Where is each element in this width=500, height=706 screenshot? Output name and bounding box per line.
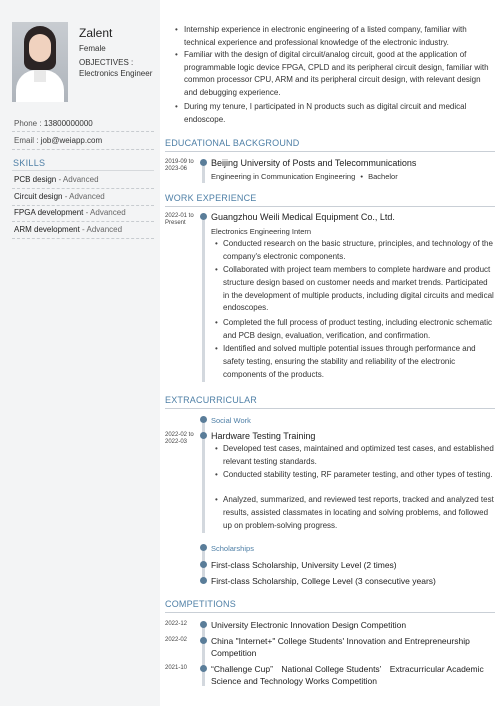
skill-level: - Advanced — [64, 192, 105, 201]
skill-name: PCB design — [14, 175, 57, 184]
timeline-dot — [200, 416, 207, 423]
competition-name: “Challenge Cup” National College Students’ Extracurricular Academic Science and Technology Works Competition — [211, 664, 484, 686]
divider — [12, 238, 154, 239]
competition-name: University Electronic Innovation Design Competition — [211, 620, 407, 630]
skill-level: - Advanced — [85, 208, 126, 217]
timeline-line — [202, 423, 205, 533]
timeline-line — [202, 220, 205, 382]
work-bullet: • Completed the full process of product testing, including electronic schematic and PCB design, evaluation, verification, and confirmation. — [223, 317, 495, 343]
gender: Female — [79, 44, 106, 53]
divider — [12, 205, 154, 206]
timeline-dot — [200, 544, 207, 551]
work-bullet: • Collaborated with project team members to complete hardware and product structure design based on customer needs and market trends. Participated in the development of multiple products, including digital circuits and medical endoscopes. — [223, 264, 495, 315]
activity-bullet: • Developed test cases, maintained and optimized test cases, and established relevant testing standards. — [223, 443, 495, 469]
competitions-title: COMPETITIONS — [165, 599, 236, 609]
skill-item — [14, 225, 122, 234]
profile-photo — [12, 22, 68, 102]
timeline-line — [202, 166, 205, 183]
skills-title: SKILLS — [13, 158, 46, 168]
section-divider — [165, 408, 495, 409]
job-role: Electronics Engineering Intern — [211, 227, 312, 236]
skill-level: - Advanced — [82, 225, 123, 234]
competition-date: 2022-02 — [165, 637, 188, 643]
main-content — [160, 0, 500, 706]
divider — [12, 170, 154, 171]
timeline-dot — [200, 577, 207, 584]
skill-name: ARM development — [14, 225, 80, 234]
timeline-dot — [200, 213, 207, 220]
phone-value: 13800000000 — [43, 119, 93, 128]
objectives-label: OBJECTIVES : — [79, 58, 134, 67]
timeline-dot — [200, 432, 207, 439]
summary-item: • Familiar with the design of digital circuit/analog circuit, good at the application of programmable logic device FPGA, CPLD and its peripheral circuit design, familiar with common processor CPU, ARM and its peripheral circuit design, with relevant design and debugging experience. — [184, 49, 494, 99]
work-bullet: • Identified and solved multiple potential issues through performance and safety testing, ensuring the stability and reliability of the electronic components of the products. — [223, 343, 495, 381]
timeline-dot — [200, 621, 207, 628]
sidebar — [0, 0, 160, 706]
education-date: 2019-09 to 2023-06 — [165, 159, 194, 172]
section-divider — [165, 612, 495, 613]
divider — [12, 149, 154, 150]
divider — [12, 131, 154, 132]
activity-bullet: • Analyzed, summarized, and reviewed test reports, tracked and analyzed test results, assisted classmates in locating and solving problems, and followed up on problem-solving progress. — [223, 494, 495, 532]
skill-name: FPGA development — [14, 208, 84, 217]
section-divider — [165, 206, 495, 207]
skill-name: Circuit design — [14, 192, 63, 201]
activity-date: 2022-02 to 2022-03 — [165, 432, 194, 445]
email-value: job@weiapp.com — [40, 136, 103, 145]
activity-title: Hardware Testing Training — [211, 431, 316, 441]
objectives-value: Electronics Engineer — [79, 69, 153, 78]
timeline-dot — [200, 159, 207, 166]
competition-name: China "Internet+" College Students' Innovation and Entrepreneurship Competition — [211, 636, 470, 658]
phone-row — [14, 119, 93, 128]
timeline-dot — [200, 637, 207, 644]
summary-item: • Internship experience in electronic engineering of a listed company, familiar with technical experience and professional knowledge of the electronic industry. — [184, 24, 494, 49]
activity-bullet: • Conducted stability testing, RF parameter testing, and other types of testing. — [223, 469, 495, 482]
competition-date: 2021-10 — [165, 665, 188, 671]
email-row — [14, 136, 102, 145]
scholarships-label: Scholarships — [211, 544, 254, 553]
divider — [12, 221, 154, 222]
work-title: WORK EXPERIENCE — [165, 193, 257, 203]
candidate-name: Zalent — [79, 26, 113, 40]
skill-level: - Advanced — [58, 175, 99, 184]
skill-item — [14, 192, 105, 201]
section-divider — [165, 151, 495, 152]
work-date: 2022-01 to Present — [165, 213, 194, 226]
work-bullet: • Conducted research on the basic structure, principles, and technology of the company's electronic components. — [223, 238, 495, 264]
social-work-label: Social Work — [211, 416, 251, 425]
school-name: Beijing University of Posts and Telecommunications — [211, 158, 417, 168]
scholarship-item: First-class Scholarship, University Level (2 times) — [211, 560, 397, 570]
phone-label: Phone : — [14, 119, 42, 128]
extracurricular-title: EXTRACURRICULAR — [165, 395, 258, 405]
summary-item: • During my tenure, I participated in N products such as digital circuit and medical endoscope. — [184, 101, 494, 126]
email-label: Email : — [14, 136, 39, 145]
skill-item — [14, 208, 126, 217]
company-name: Guangzhou Weili Medical Equipment Co., Ltd. — [211, 212, 395, 222]
timeline-dot — [200, 561, 207, 568]
degree: Bachelor — [368, 172, 398, 181]
skill-item — [14, 175, 99, 184]
scholarship-item: First-class Scholarship, College Level (3 consecutive years) — [211, 576, 436, 586]
education-detail — [211, 172, 398, 181]
timeline-line — [202, 626, 205, 686]
timeline-dot — [200, 665, 207, 672]
education-title: EDUCATIONAL BACKGROUND — [165, 138, 300, 148]
major: Engineering in Communication Engineering — [211, 172, 356, 181]
separator: • — [360, 172, 363, 181]
divider — [12, 188, 154, 189]
competition-date: 2022-12 — [165, 621, 188, 627]
